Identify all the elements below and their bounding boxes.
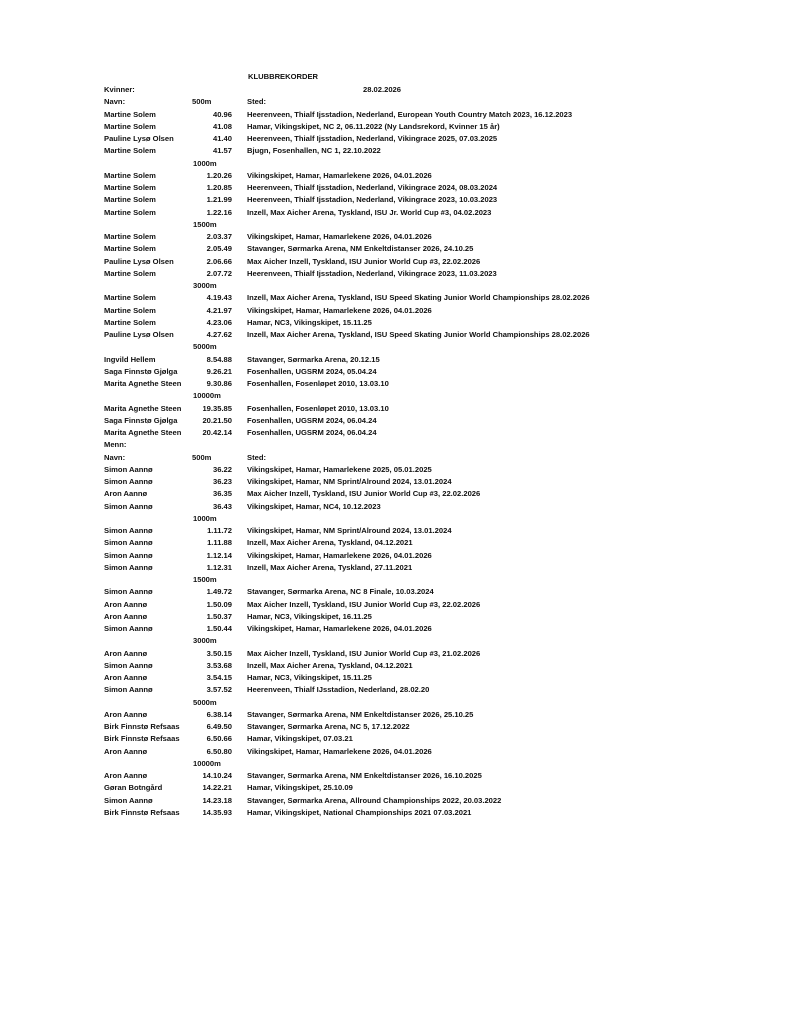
record-venue: Hamar, Vikingskipet, NC 2, 06.11.2022 (Ny Landsrekord, Kvinner 15 år): [247, 121, 500, 131]
record-row: [0, 243, 791, 255]
athlete-name: Pauline Lysø Olsen: [104, 256, 174, 266]
record-row: [0, 427, 791, 439]
record-venue: Vikingskipet, Hamar, Hamarlekene 2026, 04.01.2026: [247, 624, 432, 633]
men-header-row: [0, 452, 791, 464]
record-venue: Vikingskipet, Hamar, Hamarlekene 2026, 04.01.2026: [247, 232, 432, 241]
record-time: 36.23: [212, 477, 232, 486]
record-time: 14.23.18: [202, 795, 232, 805]
athlete-name: Martine Solem: [104, 207, 156, 217]
distance-heading-row: [0, 341, 791, 353]
athlete-name: Aron Aannø: [104, 648, 148, 658]
record-venue: Inzell, Max Aicher Arena, Tyskland, 04.12.2021: [247, 660, 413, 670]
athlete-name: Aron Aannø: [104, 611, 148, 621]
record-row: [0, 366, 791, 378]
record-venue: Hamar, NC3, Vikingskipet, 16.11.25: [247, 611, 372, 621]
athlete-name: Martine Solem: [104, 268, 156, 278]
record-time: 1.50.44: [206, 624, 232, 633]
record-time: 19.35.85: [202, 403, 232, 413]
distance-heading-row: [0, 390, 791, 402]
athlete-name: Martine Solem: [104, 146, 156, 156]
athlete-name: Birk Finnstø Refsaas: [104, 807, 180, 817]
distance-heading: 1000m: [193, 158, 217, 168]
athlete-name: Aron Aannø: [104, 771, 148, 780]
record-row: [0, 672, 791, 684]
athlete-name: Aron Aannø: [104, 746, 148, 756]
record-time: 1.50.37: [206, 611, 232, 621]
record-time: 1.49.72: [206, 587, 232, 597]
distance-heading-row: [0, 280, 791, 292]
record-time: 36.35: [212, 489, 232, 499]
record-time: 40.96: [212, 109, 232, 119]
record-venue: Heerenveen, Thialf Ijsstadion, Nederland, Vikingrace 2024, 08.03.2024: [247, 183, 498, 192]
name-column-header: Navn:: [104, 452, 126, 462]
record-time: 3.50.15: [206, 648, 232, 658]
record-venue: Stavanger, Sørmarka Arena, NC 5, 17.12.2022: [247, 722, 410, 731]
athlete-name: Gøran Botngård: [104, 783, 163, 793]
record-row: [0, 170, 791, 182]
record-time: 1.50.09: [206, 599, 232, 609]
men-section-label: Menn:: [104, 440, 127, 450]
record-venue: Bjugn, Fosenhallen, NC 1, 22.10.2022: [247, 146, 381, 156]
record-row: [0, 648, 791, 660]
record-row: [0, 684, 791, 696]
record-row: [0, 292, 791, 304]
record-time: 1.20.85: [206, 183, 232, 192]
record-time: 14.22.21: [202, 783, 232, 793]
record-venue: Heerenveen, Thialf IJsstadion, Nederland, 28.02.20: [247, 685, 430, 695]
record-time: 6.38.14: [206, 709, 232, 719]
record-row: [0, 660, 791, 672]
record-row: [0, 770, 791, 782]
record-venue: Stavanger, Sørmarka Arena, NM Enkeltdistanser 2026, 24.10.25: [247, 244, 474, 254]
record-time: 20.21.50: [202, 415, 232, 425]
record-time: 41.40: [212, 134, 232, 143]
distance-heading-row: [0, 219, 791, 231]
athlete-name: Martine Solem: [104, 121, 156, 131]
record-venue: Stavanger, Sørmarka Arena, Allround Championships 2022, 20.03.2022: [247, 795, 502, 805]
place-column-header: Sted:: [247, 452, 266, 462]
report-date: 28.02.2026: [363, 85, 402, 94]
record-row: [0, 746, 791, 758]
place-column-header: Sted:: [247, 97, 266, 107]
athlete-name: Aron Aannø: [104, 709, 148, 719]
athlete-name: Simon Aannø: [104, 587, 153, 597]
record-venue: Heerenveen, Thialf Ijsstadion, Nederland, Vikingrace 2025, 07.03.2025: [247, 134, 498, 143]
record-venue: Vikingskipet, Hamar, Hamarlekene 2026, 04.01.2026: [247, 305, 432, 315]
record-row: [0, 403, 791, 415]
record-time: 41.57: [212, 146, 232, 156]
record-row: [0, 378, 791, 390]
record-row: [0, 194, 791, 206]
athlete-name: Simon Aannø: [104, 795, 153, 805]
record-time: 8.54.88: [206, 354, 232, 364]
record-venue: Heerenveen, Thialf Ijsstadion, Nederland, European Youth Country Match 2023, 16.12.2023: [247, 109, 573, 119]
record-time: 20.42.14: [202, 428, 232, 437]
record-row: [0, 611, 791, 623]
record-venue: Inzell, Max Aicher Arena, Tyskland, ISU Speed Skating Junior World Championships 28.02.2026: [247, 330, 590, 339]
record-row: [0, 329, 791, 341]
record-time: 3.57.52: [206, 685, 232, 695]
distance-heading: 5000m: [193, 342, 217, 352]
athlete-name: Martine Solem: [104, 317, 156, 327]
record-time: 4.27.62: [206, 330, 232, 339]
record-venue: Vikingskipet, Hamar, Hamarlekene 2026, 04.01.2026: [247, 746, 432, 756]
record-venue: Max Aicher Inzell, Tyskland, ISU Junior World Cup #3, 21.02.2026: [247, 648, 481, 658]
record-venue: Stavanger, Sørmarka Arena, 20.12.15: [247, 354, 380, 364]
distance-heading: 10000m: [193, 391, 221, 401]
record-venue: Fosenhallen, Fosenløpet 2010, 13.03.10: [247, 403, 389, 413]
record-row: [0, 599, 791, 611]
record-venue: Hamar, NC3, Vikingskipet, 15.11.25: [247, 673, 372, 682]
record-row: [0, 121, 791, 133]
distance-heading: 1000m: [193, 513, 217, 523]
athlete-name: Ingvild Hellem: [104, 354, 156, 364]
record-row: [0, 550, 791, 562]
record-venue: Inzell, Max Aicher Arena, Tyskland, 27.11.2021: [247, 562, 413, 572]
women-section-label: Kvinner:: [104, 85, 135, 94]
record-venue: Vikingskipet, Hamar, Hamarlekene 2026, 04.01.2026: [247, 170, 432, 180]
record-venue: Vikingskipet, Hamar, Hamarlekene 2025, 05.01.2025: [247, 464, 432, 474]
record-venue: Max Aicher Inzell, Tyskland, ISU Junior World Cup #3, 22.02.2026: [247, 489, 481, 499]
record-venue: Max Aicher Inzell, Tyskland, ISU Junior World Cup #3, 22.02.2026: [247, 599, 481, 609]
athlete-name: Saga Finnstø Gjølga: [104, 415, 178, 425]
record-time: 36.43: [212, 501, 232, 511]
record-time: 14.35.93: [202, 807, 232, 817]
record-venue: Stavanger, Sørmarka Arena, NM Enkeltdistanser 2026, 16.10.2025: [247, 771, 482, 780]
athlete-name: Aron Aannø: [104, 599, 148, 609]
record-time: 4.23.06: [206, 317, 232, 327]
athlete-name: Marita Agnethe Steen: [104, 428, 182, 437]
record-venue: Vikingskipet, Hamar, NM Sprint/Alround 2024, 13.01.2024: [247, 526, 452, 535]
athlete-name: Simon Aannø: [104, 685, 153, 695]
record-time: 6.50.80: [206, 746, 232, 756]
distance-heading: 1500m: [193, 575, 217, 584]
athlete-name: Marita Agnethe Steen: [104, 403, 182, 413]
athlete-name: Simon Aannø: [104, 477, 153, 486]
name-column-header: Navn:: [104, 97, 126, 107]
athlete-name: Simon Aannø: [104, 501, 153, 511]
record-row: [0, 721, 791, 733]
record-row: [0, 182, 791, 194]
record-row: [0, 354, 791, 366]
record-row: [0, 317, 791, 329]
athlete-name: Martine Solem: [104, 305, 156, 315]
record-time: 1.20.26: [206, 170, 232, 180]
record-time: 1.12.14: [206, 550, 232, 560]
record-time: 1.12.31: [206, 562, 232, 572]
distance-heading-row: [0, 758, 791, 770]
record-row: [0, 537, 791, 549]
women-header-row: [0, 96, 791, 108]
athlete-name: Martine Solem: [104, 195, 156, 205]
athlete-name: Martine Solem: [104, 232, 156, 241]
record-row: [0, 586, 791, 598]
distance-heading-row: [0, 574, 791, 586]
record-time: 3.54.15: [206, 673, 232, 682]
record-venue: Vikingskipet, Hamar, NC4, 10.12.2023: [247, 501, 381, 511]
record-time: 3.53.68: [206, 660, 232, 670]
record-time: 2.06.66: [206, 256, 232, 266]
record-row: [0, 623, 791, 635]
record-venue: Inzell, Max Aicher Arena, Tyskland, ISU Speed Skating Junior World Championships 28.02.2026: [247, 293, 590, 303]
record-venue: Max Aicher Inzell, Tyskland, ISU Junior World Cup #3, 22.02.2026: [247, 256, 481, 266]
record-time: 14.10.24: [202, 771, 232, 780]
record-time: 9.30.86: [206, 379, 232, 388]
athlete-name: Simon Aannø: [104, 562, 153, 572]
athlete-name: Pauline Lysø Olsen: [104, 134, 174, 143]
record-row: [0, 231, 791, 243]
distance-heading: 3000m: [193, 281, 217, 290]
record-venue: Heerenveen, Thialf Ijsstadion, Nederland, Vikingrace 2023, 10.03.2023: [247, 195, 498, 205]
athlete-name: Birk Finnstø Refsaas: [104, 722, 180, 731]
record-venue: Fosenhallen, UGSRM 2024, 05.04.24: [247, 366, 377, 376]
distance-heading-row: [0, 158, 791, 170]
record-row: [0, 305, 791, 317]
record-venue: Fosenhallen, Fosenløpet 2010, 13.03.10: [247, 379, 389, 388]
athlete-name: Marita Agnethe Steen: [104, 379, 182, 388]
record-time: 1.21.99: [206, 195, 232, 205]
record-row: [0, 476, 791, 488]
athlete-name: Saga Finnstø Gjølga: [104, 366, 178, 376]
distance-heading: 5000m: [193, 697, 217, 707]
distance-column-header: 500m: [192, 97, 212, 107]
athlete-name: Martine Solem: [104, 293, 156, 303]
record-time: 1.11.72: [207, 526, 232, 535]
distance-column-header: 500m: [192, 452, 212, 462]
record-venue: Stavanger, Sørmarka Arena, NC 8 Finale, 10.03.2024: [247, 587, 434, 597]
record-row: [0, 133, 791, 145]
record-venue: Hamar, NC3, Vikingskipet, 15.11.25: [247, 317, 372, 327]
record-row: [0, 782, 791, 794]
record-row: [0, 709, 791, 721]
record-venue: Inzell, Max Aicher Arena, Tyskland, ISU Jr. World Cup #3, 04.02.2023: [247, 207, 492, 217]
athlete-name: Martine Solem: [104, 244, 156, 254]
record-row: [0, 415, 791, 427]
record-venue: Heerenveen, Thialf Ijsstadion, Nederland, Vikingrace 2023, 11.03.2023: [247, 268, 497, 278]
men-section-label-row: [0, 439, 791, 451]
distance-heading-row: [0, 697, 791, 709]
record-row: [0, 109, 791, 121]
record-venue: Hamar, Vikingskipet, 07.03.21: [247, 734, 353, 744]
record-venue: Vikingskipet, Hamar, Hamarlekene 2026, 04.01.2026: [247, 550, 432, 560]
record-row: [0, 268, 791, 280]
athlete-name: Simon Aannø: [104, 538, 153, 548]
women-section-label-row: [0, 84, 791, 96]
athlete-name: Martine Solem: [104, 109, 156, 119]
athlete-name: Aron Aannø: [104, 673, 148, 682]
athlete-name: Pauline Lysø Olsen: [104, 330, 174, 339]
record-time: 6.49.50: [206, 722, 232, 731]
record-time: 9.26.21: [206, 366, 232, 376]
page-title: KLUBBREKORDER: [248, 72, 319, 81]
record-time: 2.07.72: [206, 268, 232, 278]
record-venue: Fosenhallen, UGSRM 2024, 06.04.24: [247, 415, 377, 425]
record-row: [0, 562, 791, 574]
distance-heading-row: [0, 513, 791, 525]
record-time: 1.22.16: [206, 207, 232, 217]
record-time: 1.11.88: [207, 538, 232, 548]
record-row: [0, 795, 791, 807]
distance-heading: 1500m: [193, 219, 217, 229]
distance-heading-row: [0, 635, 791, 647]
record-venue: Hamar, Vikingskipet, National Championships 2021 07.03.2021: [247, 807, 472, 817]
athlete-name: Simon Aannø: [104, 526, 153, 535]
record-time: 2.03.37: [206, 232, 232, 241]
record-time: 2.05.49: [206, 244, 232, 254]
record-time: 36.22: [212, 464, 232, 474]
distance-heading: 10000m: [193, 758, 221, 768]
record-venue: Fosenhallen, UGSRM 2024, 06.04.24: [247, 428, 377, 437]
record-row: [0, 256, 791, 268]
record-time: 4.21.97: [206, 305, 232, 315]
athlete-name: Martine Solem: [104, 170, 156, 180]
record-row: [0, 464, 791, 476]
athlete-name: Aron Aannø: [104, 489, 148, 499]
record-venue: Inzell, Max Aicher Arena, Tyskland, 04.12.2021: [247, 538, 413, 548]
record-row: [0, 501, 791, 513]
record-venue: Hamar, Vikingskipet, 25.10.09: [247, 783, 353, 793]
record-venue: Stavanger, Sørmarka Arena, NM Enkeltdistanser 2026, 25.10.25: [247, 709, 474, 719]
record-row: [0, 525, 791, 537]
athlete-name: Martine Solem: [104, 183, 156, 192]
record-row: [0, 145, 791, 157]
record-row: [0, 207, 791, 219]
athlete-name: Birk Finnstø Refsaas: [104, 734, 180, 744]
record-row: [0, 488, 791, 500]
athlete-name: Simon Aannø: [104, 624, 153, 633]
record-time: 6.50.66: [206, 734, 232, 744]
athlete-name: Simon Aannø: [104, 550, 153, 560]
athlete-name: Simon Aannø: [104, 464, 153, 474]
record-row: [0, 733, 791, 745]
record-time: 4.19.43: [206, 293, 232, 303]
record-row: [0, 807, 791, 819]
record-time: 41.08: [212, 121, 232, 131]
record-venue: Vikingskipet, Hamar, NM Sprint/Alround 2024, 13.01.2024: [247, 477, 452, 486]
distance-heading: 3000m: [193, 636, 217, 646]
athlete-name: Simon Aannø: [104, 660, 153, 670]
